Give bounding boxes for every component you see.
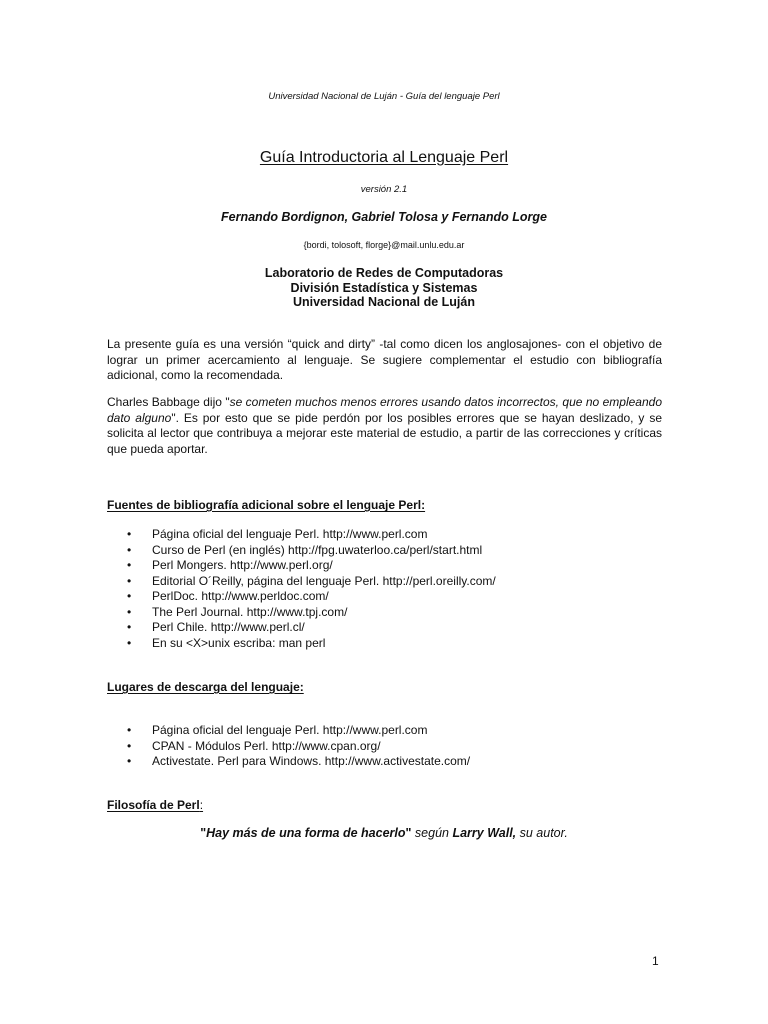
list-item-text: En su <X>unix escriba: man perl (152, 635, 326, 650)
list-item-text: Editorial O´Reilly, página del lenguaje Perl. http://perl.oreilly.com/ (152, 573, 496, 588)
babbage-quote: se cometen muchos menos errores usando datos incorrectos, que no empleando dato alguno (107, 395, 663, 425)
philosophy-heading-colon: : (199, 798, 204, 812)
list-item-text: CPAN - Módulos Perl. http://www.cpan.org/ (152, 738, 381, 753)
list-item-text: Activestate. Perl para Windows. http://www.activestate.com/ (152, 754, 471, 768)
organization-line-lab: Laboratorio de Redes de Computadoras (264, 266, 504, 280)
list-item (0, 574, 496, 590)
philosophy-heading (107, 798, 203, 812)
list-item (0, 605, 496, 621)
philosophy-heading-text: Filosofía de Perl (107, 798, 200, 812)
bullet-icon: • (127, 527, 132, 541)
list-item (0, 543, 496, 559)
list-item (0, 589, 496, 605)
list-item (0, 636, 496, 652)
bullet-icon: • (127, 589, 132, 603)
paragraph-2-tail: ". Es por esto que se pide perdón por los posibles errores que se hayan deslizado, y se solicita al lector que contribuya a mejorar este material de estudio, a partir de las correcciones y críticas que pueda aportar. (107, 410, 662, 456)
intro-paragraph-2 (107, 395, 662, 457)
list-item-text: The Perl Journal. http://www.tpj.com/ (152, 604, 348, 619)
list-item (0, 558, 496, 574)
sources-heading: Fuentes de bibliografía adicional sobre el lenguaje Perl: (107, 498, 426, 512)
bullet-icon: • (127, 723, 132, 737)
bullet-icon: • (127, 558, 132, 572)
list-item (0, 723, 470, 739)
motto-middle: según (411, 826, 453, 840)
bullet-icon: • (127, 604, 132, 619)
motto-author: Larry Wall, (452, 826, 517, 840)
downloads-heading: Lugares de descarga del lenguaje: (107, 680, 304, 694)
downloads-list (0, 723, 470, 770)
bullet-icon: • (127, 738, 132, 753)
paragraph-2-lead: Charles Babbage dijo " (107, 395, 230, 409)
list-item (0, 620, 496, 636)
list-item (0, 527, 496, 543)
sources-list (0, 527, 496, 651)
bullet-icon: • (127, 635, 132, 650)
motto-quote: Hay más de una forma de hacerlo (206, 826, 406, 840)
organization-line-division: División Estadística y Sistemas (290, 280, 478, 295)
authors-email: {bordi, tolosoft, florge}@mail.unlu.edu.ar (303, 240, 465, 250)
perl-motto (0, 826, 768, 840)
list-item (0, 739, 470, 755)
organization-block (0, 266, 768, 310)
list-item-text: Perl Mongers. http://www.perl.org/ (152, 558, 333, 572)
version-label: versión 2.1 (360, 184, 408, 195)
bullet-icon: • (127, 573, 132, 588)
bullet-icon: • (127, 754, 132, 768)
list-item-text: Curso de Perl (en inglés) http://fpg.uwaterloo.ca/perl/start.html (152, 542, 483, 557)
page-number: 1 (652, 954, 659, 968)
bullet-icon: • (127, 542, 132, 557)
authors-line: Fernando Bordignon, Gabriel Tolosa y Fernando Lorge (221, 210, 547, 224)
list-item-text: Página oficial del lenguaje Perl. http://www.perl.com (152, 723, 428, 737)
list-item-text: Perl Chile. http://www.perl.cl/ (152, 620, 305, 634)
list-item (0, 754, 470, 770)
document-title: Guía Introductoria al Lenguaje Perl (259, 149, 509, 166)
motto-open-quote: " (200, 826, 207, 840)
motto-tail: su autor. (516, 826, 568, 840)
bullet-icon: • (127, 620, 132, 634)
motto-close-quote: " (405, 826, 412, 840)
list-item-text: PerlDoc. http://www.perldoc.com/ (152, 589, 329, 603)
organization-line-university: Universidad Nacional de Luján (293, 295, 475, 309)
running-head: Universidad Nacional de Luján - Guía del lenguaje Perl (268, 91, 500, 102)
intro-paragraph-1: La presente guía es una versión “quick and dirty” -tal como dicen los anglosajones- con el objetivo de lograr un primer acercamiento al lenguaje. Se sugiere complementar el estudio con bibliografía adicional, como la recomendada. (107, 337, 662, 382)
list-item-text: Página oficial del lenguaje Perl. http://www.perl.com (152, 527, 428, 541)
